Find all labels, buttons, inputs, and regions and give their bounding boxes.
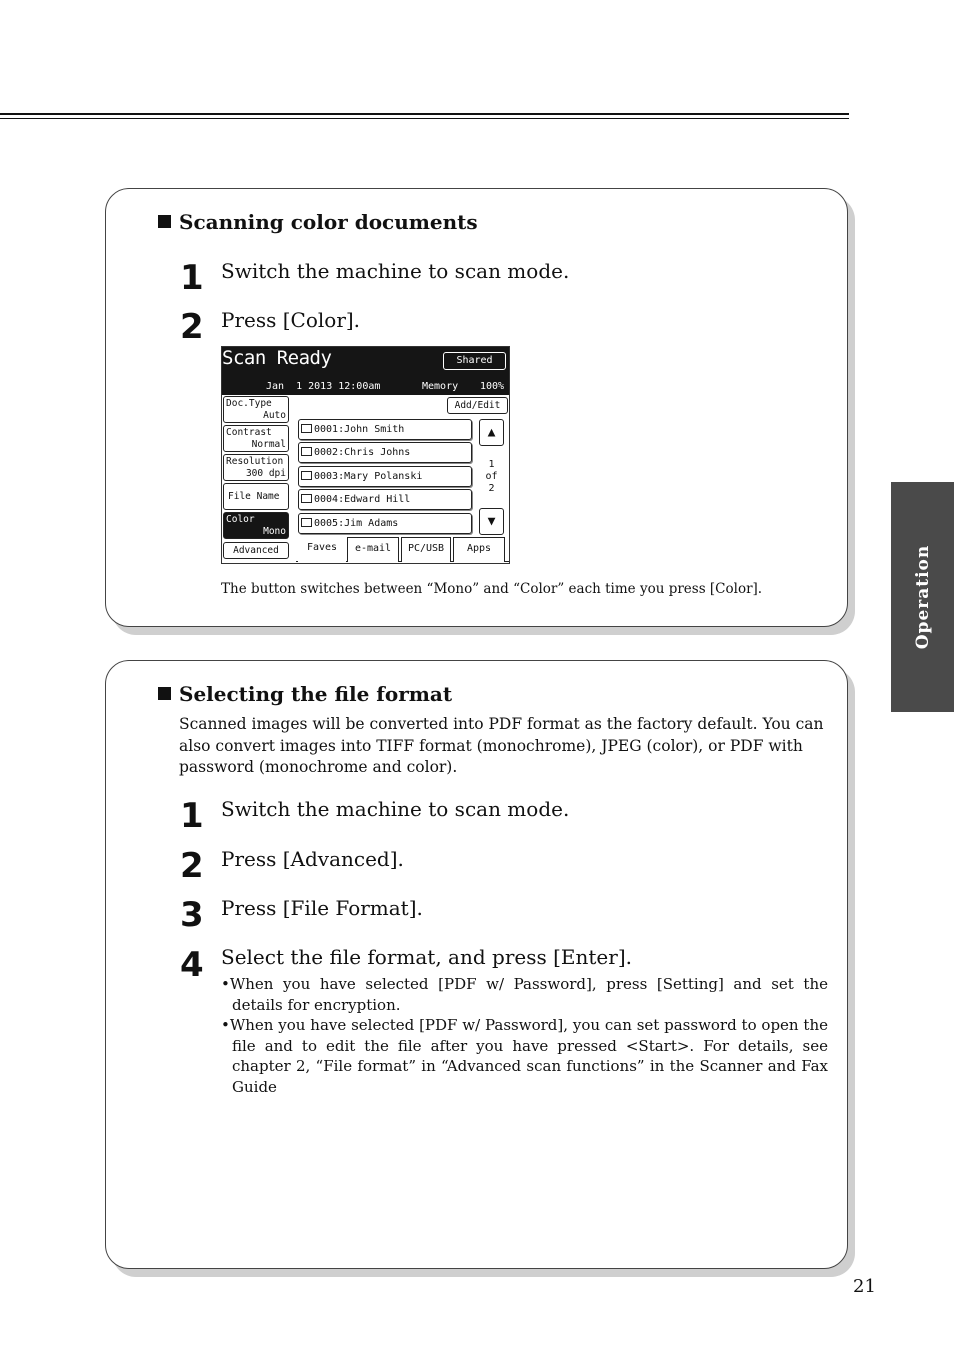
- step-text: Press [Advanced].: [221, 847, 404, 871]
- screen-date: Jan 1 2013 12:00am: [266, 381, 381, 392]
- address-entry[interactable]: 0001:John Smith: [298, 419, 472, 440]
- step-number: 4: [180, 945, 204, 985]
- screen-header: [222, 347, 509, 395]
- tab-email[interactable]: e-mail: [347, 537, 399, 562]
- contrast-button[interactable]: Contrast Normal: [223, 425, 289, 452]
- square-bullet-icon: [158, 215, 171, 228]
- header-rule-thin: [0, 118, 849, 119]
- page-indicator: 1 of 2: [485, 459, 498, 494]
- shared-button[interactable]: Shared: [443, 352, 506, 370]
- envelope-icon: [301, 494, 312, 503]
- section-heading: Selecting the file format: [158, 682, 452, 706]
- doc-type-button[interactable]: Doc.Type Auto: [223, 396, 289, 423]
- step-text: Select the file format, and press [Enter].: [221, 945, 632, 969]
- step-text: Switch the machine to scan mode.: [221, 259, 570, 283]
- step-text: Switch the machine to scan mode.: [221, 797, 570, 821]
- step-number: 1: [180, 258, 204, 298]
- memory-label: Memory: [422, 381, 459, 392]
- scroll-down-button[interactable]: [479, 508, 504, 535]
- header-rule: [0, 113, 849, 115]
- address-entry[interactable]: 0002:Chris Johns: [298, 442, 472, 463]
- file-name-button[interactable]: File Name: [223, 483, 289, 510]
- address-entry[interactable]: 0004:Edward Hill: [298, 489, 472, 510]
- tab-apps[interactable]: Apps: [453, 537, 505, 562]
- scroll-up-button[interactable]: [479, 419, 504, 446]
- side-tab-operation: [891, 482, 954, 712]
- page-number: 21: [853, 1276, 876, 1297]
- scan-ready-screen: [221, 346, 510, 564]
- envelope-icon: [301, 447, 312, 456]
- section-file-format: [105, 660, 848, 1269]
- note-item: •When you have selected [PDF w/ Password], you can set password to open the file and to edit the file after you have pressed <Start>. For details, see chapter 2, “File format” in “Advanced scan functions” in the Scanner and Fax Guide: [221, 1016, 828, 1096]
- intro-paragraph: Scanned images will be converted into PDF format as the factory default. You can also convert images into TIFF format (monochrome), JPEG (color), or PDF with password (monochrome and color).: [179, 715, 824, 776]
- color-button[interactable]: Color Mono: [223, 512, 289, 539]
- envelope-icon: [301, 424, 312, 433]
- envelope-icon: [301, 471, 312, 480]
- address-entry[interactable]: 0005:Jim Adams: [298, 513, 472, 534]
- step-notes: [221, 974, 828, 1097]
- side-tab-label: Operation: [912, 544, 933, 650]
- triangle-down-icon: ▼: [487, 514, 496, 529]
- tab-faves[interactable]: Faves: [298, 537, 346, 562]
- address-entry[interactable]: 0003:Mary Polanski: [298, 466, 472, 487]
- note-item: •When you have selected [PDF w/ Password], press [Setting] and set the details for encryption.: [221, 975, 828, 1014]
- screen-title: Scan Ready: [222, 347, 332, 369]
- tab-pc-usb[interactable]: PC/USB: [401, 537, 451, 562]
- screen-caption: The button switches between “Mono” and “Color” each time you press [Color].: [221, 581, 763, 597]
- triangle-up-icon: ▲: [487, 425, 496, 440]
- square-bullet-icon: [158, 687, 171, 700]
- step-number: 2: [180, 846, 204, 886]
- step-text: Press [Color].: [221, 308, 361, 332]
- add-edit-button[interactable]: Add/Edit: [447, 397, 508, 414]
- step-number: 2: [180, 307, 204, 347]
- section-heading: Scanning color documents: [158, 210, 478, 234]
- step-text: Press [File Format].: [221, 896, 423, 920]
- memory-value: 100%: [480, 381, 505, 392]
- step-number: 3: [180, 895, 204, 935]
- step-number: 1: [180, 796, 204, 836]
- section-scanning-color: [105, 188, 848, 627]
- resolution-button[interactable]: Resolution 300 dpi: [223, 454, 289, 481]
- advanced-button[interactable]: Advanced: [223, 542, 289, 559]
- envelope-icon: [301, 518, 312, 527]
